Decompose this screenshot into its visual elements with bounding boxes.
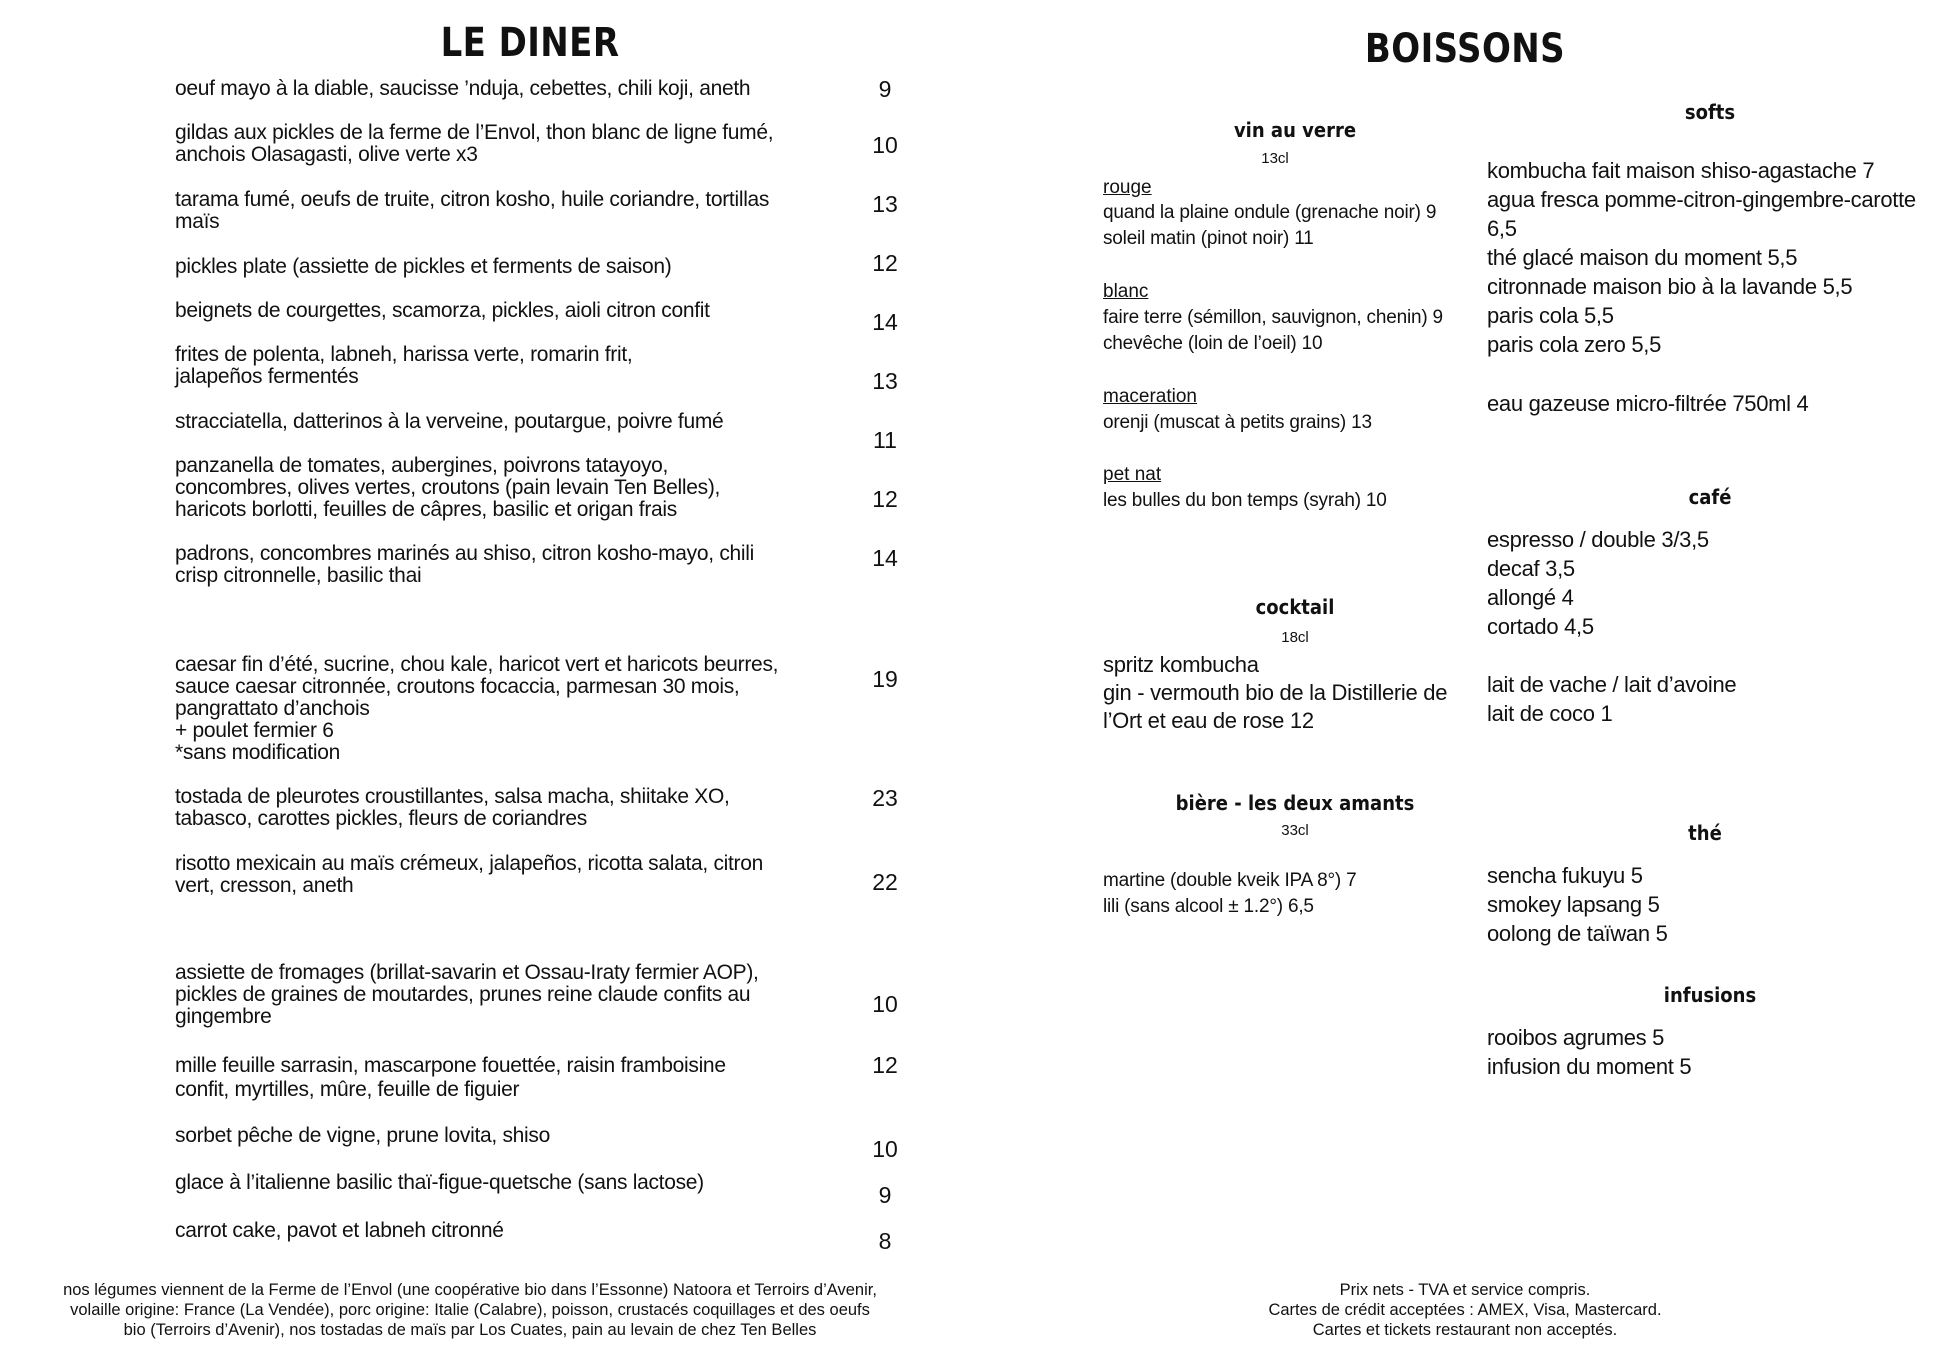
wine-blanc-2: chevêche (loin de l’oeil) 10 (1103, 333, 1323, 354)
cafe-milk-1: lait de vache / lait d’avoine (1487, 672, 1737, 697)
dish-12-price: 22 (872, 869, 898, 895)
boissons-title: BOISSONS (1364, 26, 1566, 72)
dish-9-price: 14 (872, 545, 898, 571)
softs-item-2: agua fresca pomme-citron-gingembre-carotte (1487, 187, 1916, 212)
dish-16: glace à l’italienne basilic thaï-figue-quetsche (sans lactose) (175, 1171, 704, 1194)
dish-4-price: 12 (872, 250, 898, 276)
diner-footer: nos légumes viennent de la Ferme de l’Envol (une coopérative bio dans l’Essonne) Natoora et Terroirs d’Avenir, volaille origine: France (La Vendée), porc origine: Italie (Calabre), poisson, crustacés coquillages et des oeufs bio (Terroirs d’Avenir), nos tostadas de maïs par Los Cuates, pain au levain de chez Ten Belles (63, 1281, 877, 1339)
wine-petnat-1: les bulles du bon temps (syrah) 10 (1103, 490, 1387, 511)
the-item-3: oolong de taïwan 5 (1487, 921, 1668, 946)
wine-rouge-label: rouge (1103, 177, 1152, 198)
dish-17-price: 8 (878, 1228, 892, 1254)
softs-item-4: thé glacé maison du moment 5,5 (1487, 245, 1798, 270)
cocktail-volume: 18cl (1281, 629, 1309, 646)
infusions-title: infusions (1663, 983, 1757, 1007)
softs-item-6: paris cola 5,5 (1487, 303, 1614, 328)
cocktail-item-3: l’Ort et eau de rose 12 (1103, 708, 1314, 733)
softs-item-3: 6,5 (1487, 216, 1517, 241)
dish-13-price: 10 (872, 991, 898, 1017)
cafe-milk-2: lait de coco 1 (1487, 701, 1613, 726)
dish-5: beignets de courgettes, scamorza, pickles, aioli citron confit (175, 299, 710, 322)
cocktail-item-2: gin - vermouth bio de la Distillerie de (1103, 680, 1448, 705)
boissons-footer-1: Prix nets - TVA et service compris. (1339, 1281, 1591, 1299)
cafe-title: café (1688, 485, 1732, 509)
boissons-footer-2: Cartes de crédit acceptées : AMEX, Visa, Mastercard. (1268, 1301, 1662, 1319)
boissons-footer-3: Cartes et tickets restaurant non acceptés. (1312, 1321, 1618, 1339)
dish-10-addon: + poulet fermier 6 (175, 719, 334, 742)
biere-title: bière - les deux amants (1175, 791, 1415, 815)
dish-1-price: 9 (878, 76, 892, 102)
dish-16-price: 9 (878, 1182, 892, 1208)
wine-rouge-1: quand la plaine ondule (grenache noir) 9 (1103, 202, 1437, 223)
dish-3: tarama fumé, oeufs de truite, citron kosho, huile coriandre, tortillas maïs (175, 188, 770, 233)
dish-10: caesar fin d’été, sucrine, chou kale, haricot vert et haricots beurres, sauce caesar citronnée, croutons focaccia, parmesan 30 mois, pangrattato d’anchois (175, 653, 779, 720)
softs-water: eau gazeuse micro-filtrée 750ml 4 (1487, 391, 1809, 416)
the-title: thé (1688, 821, 1722, 845)
dish-14-price: 12 (872, 1052, 898, 1078)
dish-15: sorbet pêche de vigne, prune lovita, shiso (175, 1124, 550, 1147)
cafe-item-3: allongé 4 (1487, 585, 1574, 610)
dish-14: mille feuille sarrasin, mascarpone fouettée, raisin framboisine confit, myrtilles, mûre, feuille de figuier (175, 1054, 726, 1101)
softs-item-1: kombucha fait maison shiso-agastache 7 (1487, 158, 1875, 183)
dish-2: gildas aux pickles de la ferme de l’Envol, thon blanc de ligne fumé, anchois Olasagasti, olive verte x3 (175, 121, 774, 166)
dish-3-price: 13 (872, 191, 898, 217)
wine-rouge-2: soleil matin (pinot noir) 11 (1103, 228, 1314, 249)
wine-blanc-label: blanc (1103, 281, 1149, 302)
dish-15-price: 10 (872, 1136, 898, 1162)
dish-11-price: 23 (872, 785, 898, 811)
dish-10-price: 19 (872, 666, 898, 692)
cafe-item-4: cortado 4,5 (1487, 614, 1594, 639)
vin-volume: 13cl (1261, 150, 1289, 167)
dish-7: stracciatella, datterinos à la verveine, poutargue, poivre fumé (175, 410, 724, 433)
dish-10-note: *sans modification (175, 741, 341, 764)
cafe-item-2: decaf 3,5 (1487, 556, 1575, 581)
the-item-2: smokey lapsang 5 (1487, 892, 1660, 917)
softs-item-7: paris cola zero 5,5 (1487, 332, 1662, 357)
dish-12: risotto mexicain au maïs crémeux, jalapeños, ricotta salata, citron vert, cresson, aneth (175, 852, 763, 897)
cocktail-item-1: spritz kombucha (1103, 652, 1259, 677)
biere-item-2: lili (sans alcool ± 1.2°) 6,5 (1103, 896, 1314, 917)
dish-1: oeuf mayo à la diable, saucisse ’nduja, cebettes, chili koji, aneth (175, 77, 751, 100)
dish-4: pickles plate (assiette de pickles et ferments de saison) (175, 255, 672, 278)
infusions-item-1: rooibos agrumes 5 (1487, 1025, 1665, 1050)
dish-8-price: 12 (872, 486, 898, 512)
softs-title: softs (1684, 100, 1736, 124)
dish-7-price: 11 (873, 427, 897, 453)
dish-5-price: 14 (872, 309, 898, 335)
the-item-1: sencha fukuyu 5 (1487, 863, 1643, 888)
dish-6: frites de polenta, labneh, harissa verte, romarin frit, jalapeños fermentés (175, 343, 633, 388)
biere-volume: 33cl (1281, 822, 1309, 839)
infusions-item-2: infusion du moment 5 (1487, 1054, 1692, 1079)
wine-blanc-1: faire terre (sémillon, sauvignon, chenin) 9 (1103, 307, 1443, 328)
softs-item-5: citronnade maison bio à la lavande 5,5 (1487, 274, 1853, 299)
dish-11: tostada de pleurotes croustillantes, salsa macha, shiitake XO, tabasco, carottes pickles, fleurs de coriandres (175, 785, 730, 830)
cocktail-title: cocktail (1255, 595, 1335, 619)
dish-13: assiette de fromages (brillat-savarin et Ossau-Iraty fermier AOP), pickles de graines de moutardes, prunes reine claude confits au gingembre (175, 961, 759, 1028)
biere-item-1: martine (double kveik IPA 8°) 7 (1103, 870, 1357, 891)
vin-title: vin au verre (1233, 118, 1357, 142)
diner-title: LE DINER (440, 20, 620, 66)
wine-petnat-label: pet nat (1103, 464, 1162, 485)
cafe-item-1: espresso / double 3/3,5 (1487, 527, 1709, 552)
wine-maceration-1: orenji (muscat à petits grains) 13 (1103, 412, 1372, 433)
dish-17: carrot cake, pavot et labneh citronné (175, 1219, 504, 1242)
dish-6-price: 13 (872, 368, 898, 394)
dish-2-price: 10 (872, 132, 898, 158)
dish-8: panzanella de tomates, aubergines, poivrons tatayoyo, concombres, olives vertes, croutons (pain levain Ten Belles), haricots borlotti, feuilles de câpres, basilic et origan frais (175, 454, 721, 521)
wine-maceration-label: maceration (1103, 386, 1197, 407)
dish-9: padrons, concombres marinés au shiso, citron kosho-mayo, chili crisp citronnelle, basilic thai (175, 542, 754, 587)
